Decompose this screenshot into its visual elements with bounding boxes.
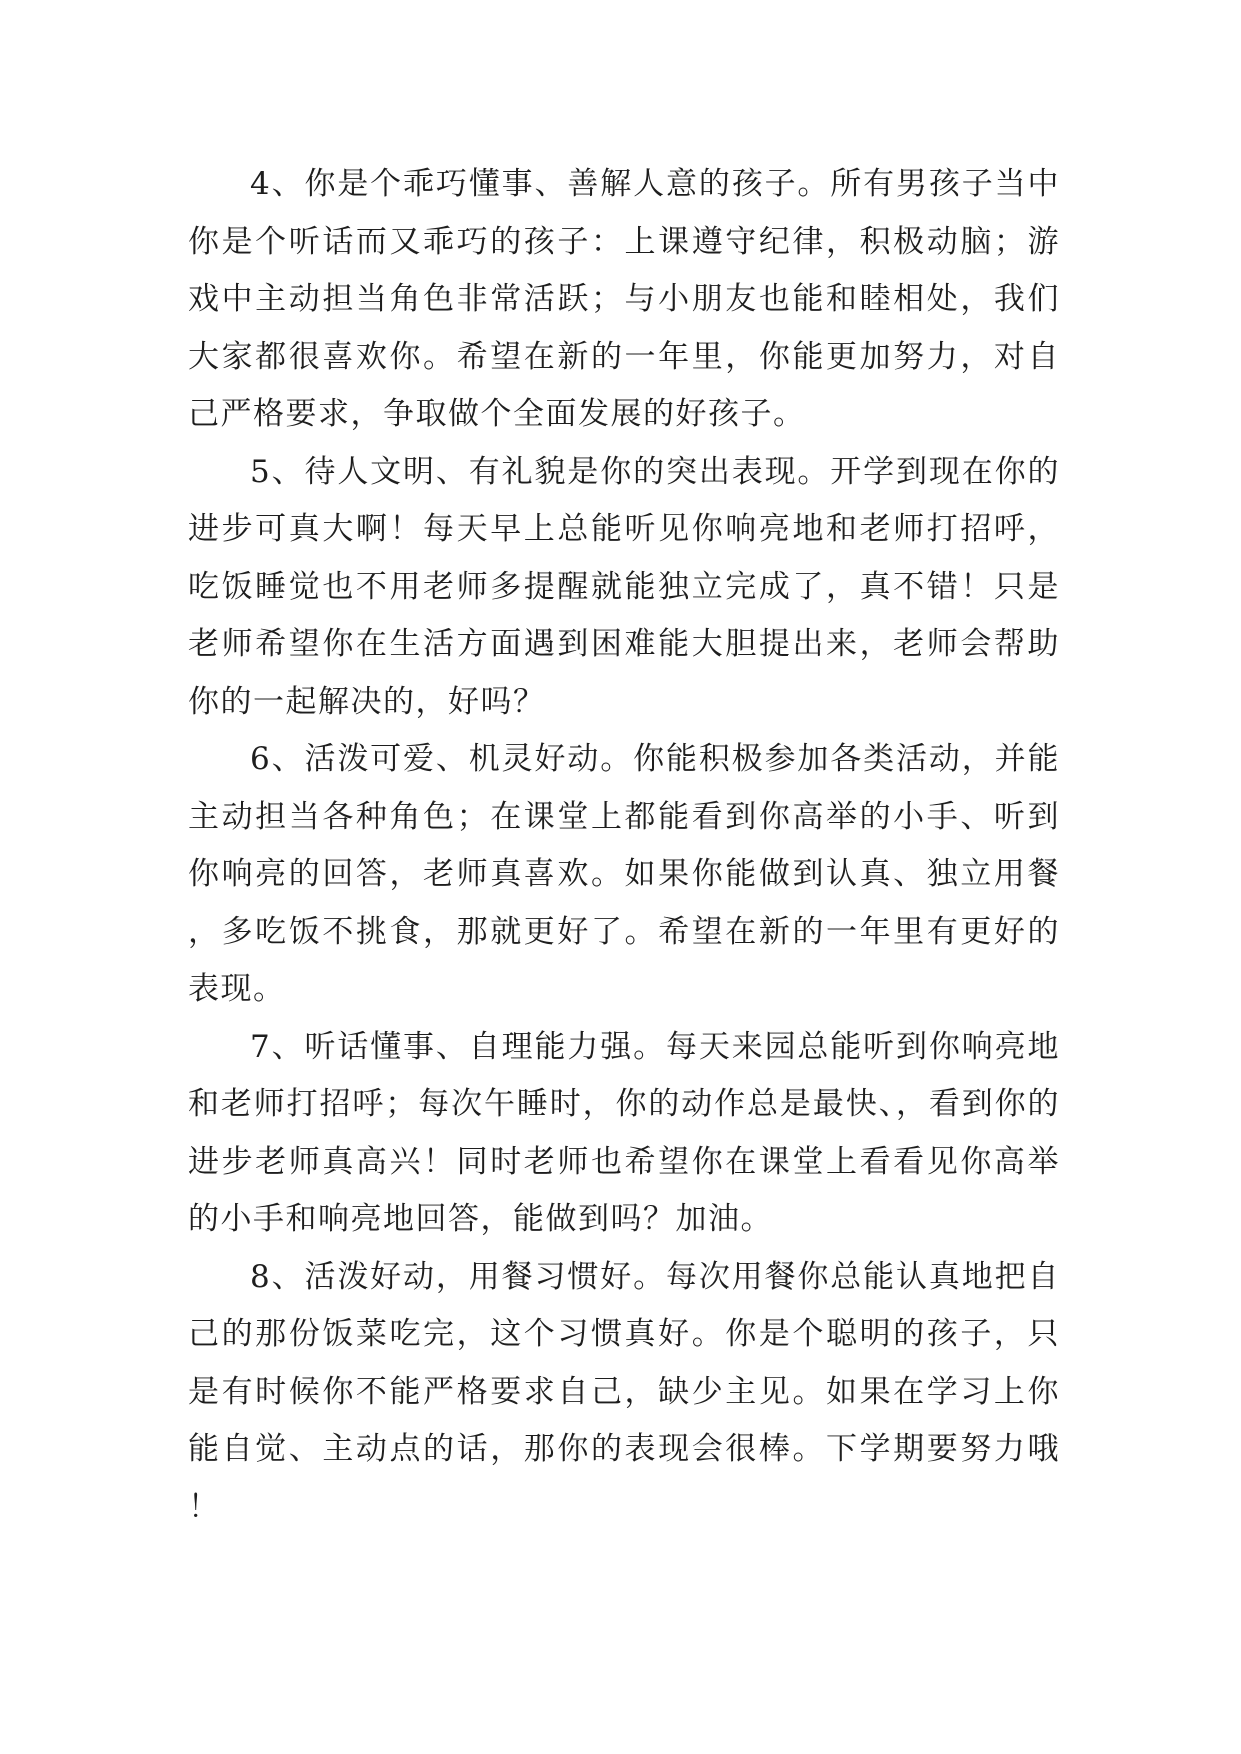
paragraph-8: 8、活泼好动，用餐习惯好。每次用餐你总能认真地把自己的那份饭菜吃完，这个习惯真好。你是个聪明的孩子，只是有时候你不能严格要求自己，缺少主见。如果在学习上你能自觉、主动点的话，那你的表现会很棒。下学期要努力哦！ <box>188 1258 1060 1525</box>
paragraph-4: 4、你是个乖巧懂事、善解人意的孩子。所有男孩子当中你是个听话而又乖巧的孩子：上课遵守纪律，积极动脑；游戏中主动担当角色非常活跃；与小朋友也能和睦相处，我们大家都很喜欢你。希望在新的一年里，你能更加努力，对自己严格要求，争取做个全面发展的好孩子。 <box>188 166 1060 432</box>
paragraph-7: 7、听话懂事、自理能力强。每天来园总能听到你响亮地和老师打招呼；每次午睡时，你的动作总是最快、，看到你的进步老师真高兴！同时老师也希望你在课堂上看看见你高举的小手和响亮地回答，能做到吗？加油。 <box>188 1028 1060 1237</box>
document-body <box>188 156 1060 1536</box>
paragraph-6: 6、活泼可爱、机灵好动。你能积极参加各类活动，并能主动担当各种角色；在课堂上都能看到你高举的小手、听到你响亮的回答，老师真喜欢。如果你能做到认真、独立用餐，多吃饭不挑食，那就更好了。希望在新的一年里有更好的表现。 <box>188 741 1060 1007</box>
paragraph-5: 5、待人文明、有礼貌是你的突出表现。开学到现在你的进步可真大啊！每天早上总能听见你响亮地和老师打招呼，吃饭睡觉也不用老师多提醒就能独立完成了，真不错！只是老师希望你在生活方面遇到困难能大胆提出来，老师会帮助你的一起解决的，好吗？ <box>188 453 1060 720</box>
